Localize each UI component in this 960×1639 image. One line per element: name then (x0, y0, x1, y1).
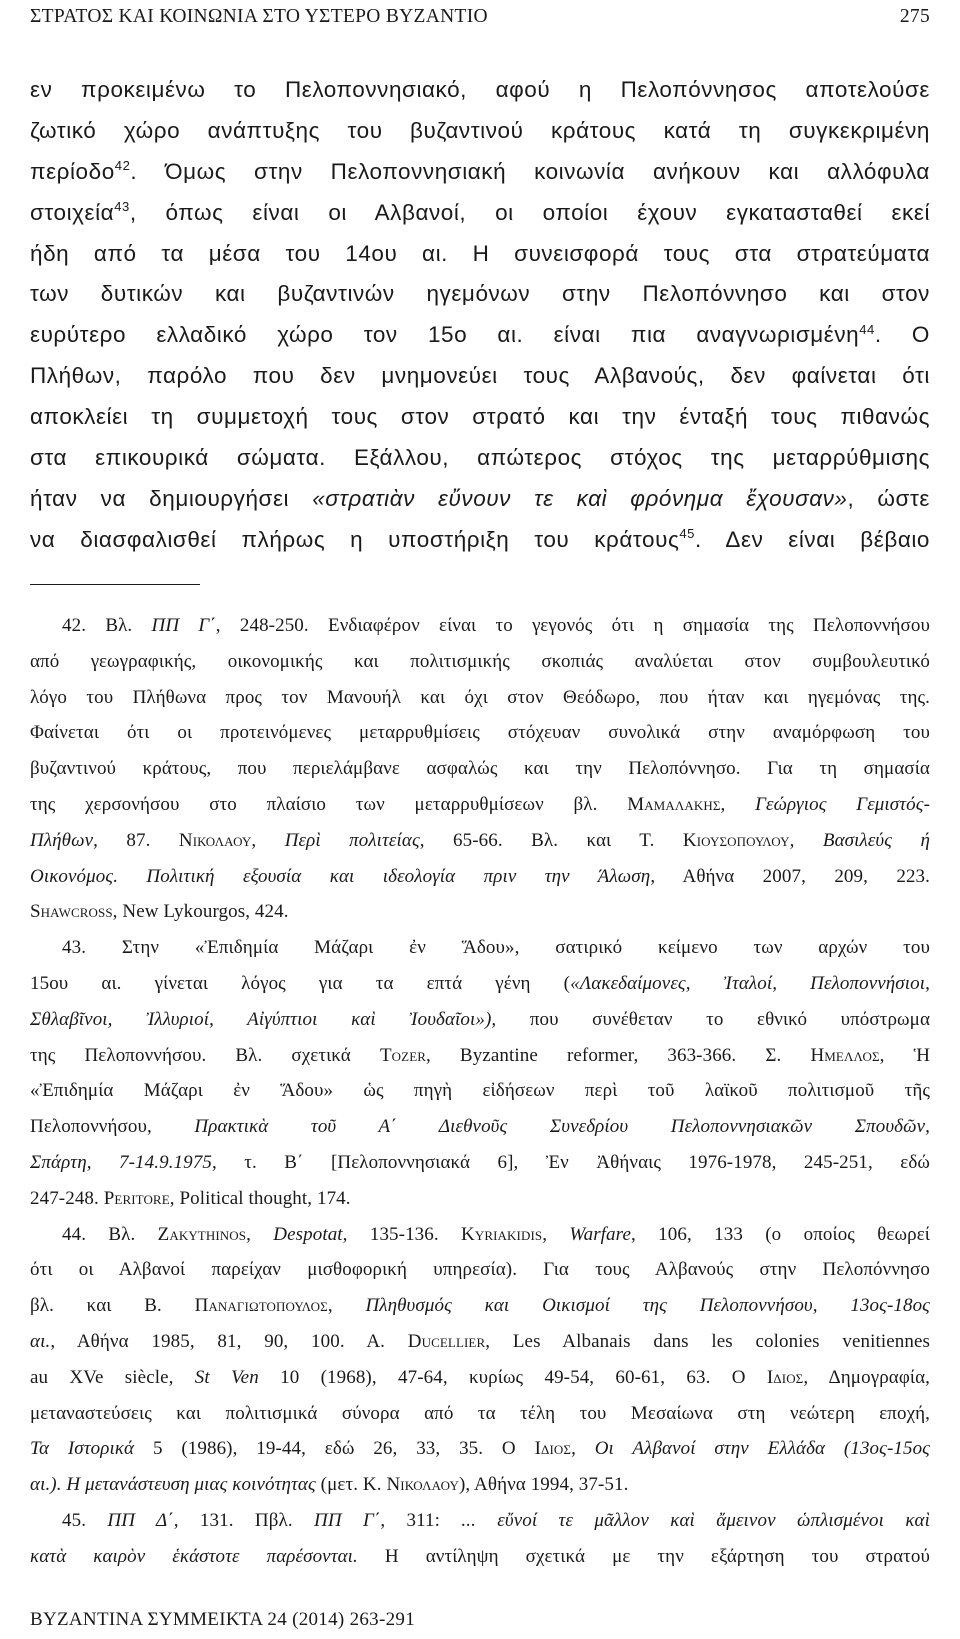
body-line: ζωτικό χώρο ανάπτυξης του βυζαντινού κράτους κατά τη συγκεκριμένη (30, 117, 930, 143)
footnote-42-line: Πλήθων, 87. Νικολαου, Περὶ πολιτείας, 65-66. Βλ. και Τ. Κιουσοπουλου, Βασιλεύς ή (30, 829, 930, 851)
greek-quotation: «στρατιὰν εὔνουν τε καὶ φρόνημα ἔχουσαν» (312, 485, 848, 511)
running-head (30, 6, 930, 34)
footnote-44-line: Τα Ιστορικά 5 (1986), 19-44, εδώ 26, 33, 35. Ο Ιδιος, Οι Αλβανοί στην Ελλάδα (13ος-15ος (30, 1438, 930, 1460)
footnote-ref-45[interactable]: 45 (679, 526, 695, 542)
body-line: αποκλείει τη συμμετοχή τους στον στρατό και την ένταξή τους πιθανώς (30, 404, 930, 430)
footnote-43-line: «Ἐπιδημία Μάζαρι ἐν Ἅδου» ὡς πηγὴ εἰδήσεων περὶ τοῦ λαϊκοῦ πολιτισμοῦ τῆς (30, 1080, 930, 1102)
body-line: ήταν να δημιουργήσει «στρατιὰν εὔνουν τε καὶ φρόνημα ἔχουσαν», ώστε (30, 485, 930, 511)
footnote-42-line: βυζαντινού κράτους, που περιελάμβανε ασφαλώς και την Πελοπόννησο. Για τη σημασία (30, 758, 930, 780)
running-head-title: ΣΤΡΑΤΟΣ ΚΑΙ ΚΟΙΝΩΝΙΑ ΣΤΟ ΥΣΤΕΡΟ ΒΥΖΑΝΤΙΟ (30, 6, 488, 27)
footnote-45-line: κατὰ καιρὸν ἑκάστοτε παρέσονται. Η αντίληψη σχετικά με την εξάρτηση του στρατού (30, 1545, 930, 1567)
footnote-43-line: 43. Στην «Ἐπιδημία Μάζαρι ἐν Ἅδου», σατιρικό κείμενο των αρχών του (62, 937, 930, 959)
footnote-43-line: 15ου αι. γίνεται λόγος για τα επτά γένη («Λακεδαίμονες, Ἰταλοί, Πελοποννήσιοι, (30, 972, 930, 994)
footnotes (30, 608, 930, 1575)
body-text (30, 70, 930, 561)
body-line: εν προκειμένω το Πελοποννησιακό, αφού η Πελοπόννησος αποτελούσε (30, 77, 930, 102)
footnote-ref-42[interactable]: 42 (114, 158, 131, 174)
footnote-43-line: της Πελοποννήσου. Βλ. σχετικά Tozer, Byzantine reformer, 363-366. Σ. Ημελλος, Ἡ (30, 1044, 931, 1066)
journal-footer: ΒΥΖΑΝΤΙΝΑ ΣΥΜΜΕΙΚΤΑ 24 (2014) 263-291 (30, 1609, 415, 1630)
body-line: στοιχεία$^{43}$, όπως είναι οι Αλβανοί, οι οποίοι έχουν εγκατασταθεί εκεί (30, 199, 930, 225)
footnote-43-line: Πελοποννήσου, Πρακτικὰ τοῦ Α΄ Διεθνοῦς Συνεδρίου Πελοποννησιακῶν Σπουδῶν, (30, 1116, 930, 1138)
body-line: να διασφαλισθεί πλήρως η υποστήριξη του κράτους$^{45}$. Δεν είναι βέβαιο (30, 526, 930, 552)
body-line: ευρύτερο ελλαδικό χώρο τον 15ο αι. είναι πια αναγνωρισμένη$^{44}$. Ο (30, 321, 930, 348)
body-line: ήδη από τα μέσα του 14ου αι. Η συνεισφορά τους στα στρατεύματα (30, 240, 930, 266)
footnote-44-line: au XVe siècle, St Ven 10 (1968), 47-64, κυρίως 49-54, 60-61, 63. Ο Ιδιος, Δημογραφία, (30, 1366, 931, 1388)
footnote-44-line: μεταναστεύσεις και πολιτισμικά σύνορα από τα τέλη του Μεσαίωνα στη νεώτερη εποχή, (30, 1402, 930, 1424)
page-number: 275 (899, 6, 930, 27)
body-line: περίοδο$^{42}$. Όμως στην Πελοποννησιακή κοινωνία ανήκουν και αλλόφυλα (30, 158, 930, 184)
footnote-42-line: της χερσονήσου στο πλαίσιο των μεταρρυθμίσεων βλ. Μαμαλακης, Γεώργιος Γεμιστός- (30, 793, 930, 815)
footnote-42-line: λόγο του Πλήθωνα προς τον Μανουήλ και όχι στον Θεόδωρο, που ήταν και ηγεμόνας της. (30, 686, 930, 708)
footnote-43-line: 247-248. Peritore, Political thought, 174. (30, 1187, 351, 1209)
footnote-separator (30, 584, 200, 585)
footnote-42-line: 42. Βλ. ΠΠ Γ΄, 248-250. Ενδιαφέρον είναι το γεγονός ότι η σημασία της Πελοποννήσου (62, 615, 930, 636)
footnote-43-line: Σπάρτη, 7-14.9.1975, τ. Β΄ [Πελοποννησιακά 6], Ἐν Ἀθήναις 1976-1978, 245-251, εδώ (30, 1151, 930, 1173)
footnote-42-line: από γεωγραφικής, οικονομικής και πολιτισμικής σκοπιάς αναλύεται στον συμβουλευτικό (30, 650, 930, 672)
footnote-44-line: βλ. και Β. Παναγιωτοπουλος, Πληθυσμός και Οικισμοί της Πελοποννήσου, 13ος-18ος (30, 1295, 930, 1317)
footnote-44-line: αι.). Η μετανάστευση μιας κοινότητας (μετ. Κ. Νικολαου), Αθήνα 1994, 37-51. (30, 1474, 629, 1496)
footnote-43-line: Σθλαβῖνοι, Ἰλλυριοί, Αἰγύπτιοι καὶ Ἰουδαῖοι»), που συνέθεταν το εθνικό υπόστρωμα (30, 1008, 930, 1030)
footnote-42-line: Οικονόμος. Πολιτική εξουσία και ιδεολογία πριν την Άλωση, Αθήνα 2007, 209, 223. (30, 865, 930, 887)
footnote-ref-44[interactable]: 44 (859, 321, 875, 337)
footnote-44-line: ότι οι Αλβανοί παρείχαν μισθοφορική υπηρεσία). Για τους Αλβανούς στην Πελοπόννησο (30, 1259, 930, 1281)
footnote-42-line: Φαίνεται ότι οι προτεινόμενες μεταρρυθμίσεις στόχευαν συνολικά στην αναμόρφωση του (30, 722, 930, 744)
footnote-ref-43[interactable]: 43 (114, 199, 130, 215)
footnote-45-line: 45. ΠΠ Δ΄, 131. Πβλ. ΠΠ Γ΄, 311: ... εὔνοί τε μᾶλλον καὶ ἄμεινον ὡπλισμένοι καὶ (62, 1509, 931, 1531)
footnote-44-line: 44. Βλ. Zakythinos, Despotat, 135-136. Kyriakidis, Warfare, 106, 133 (ο οποίος θεωρεί (62, 1223, 931, 1245)
body-line: Πλήθων, παρόλο που δεν μνημονεύει τους Αλβανούς, δεν φαίνεται ότι (30, 363, 930, 389)
body-line: των δυτικών και βυζαντινών ηγεμόνων στην Πελοπόννησο και στον (30, 281, 930, 307)
footnote-42-line: Shawcross, New Lykourgos, 424. (30, 901, 289, 923)
body-line: στα επικουρικά σώματα. Εξάλλου, απώτερος στόχος της μεταρρύθμισης (30, 445, 930, 471)
footnote-44-line: αι., Αθήνα 1985, 81, 90, 100. Α. Ducellier, Les Albanais dans les colonies venitiennes (30, 1330, 930, 1352)
